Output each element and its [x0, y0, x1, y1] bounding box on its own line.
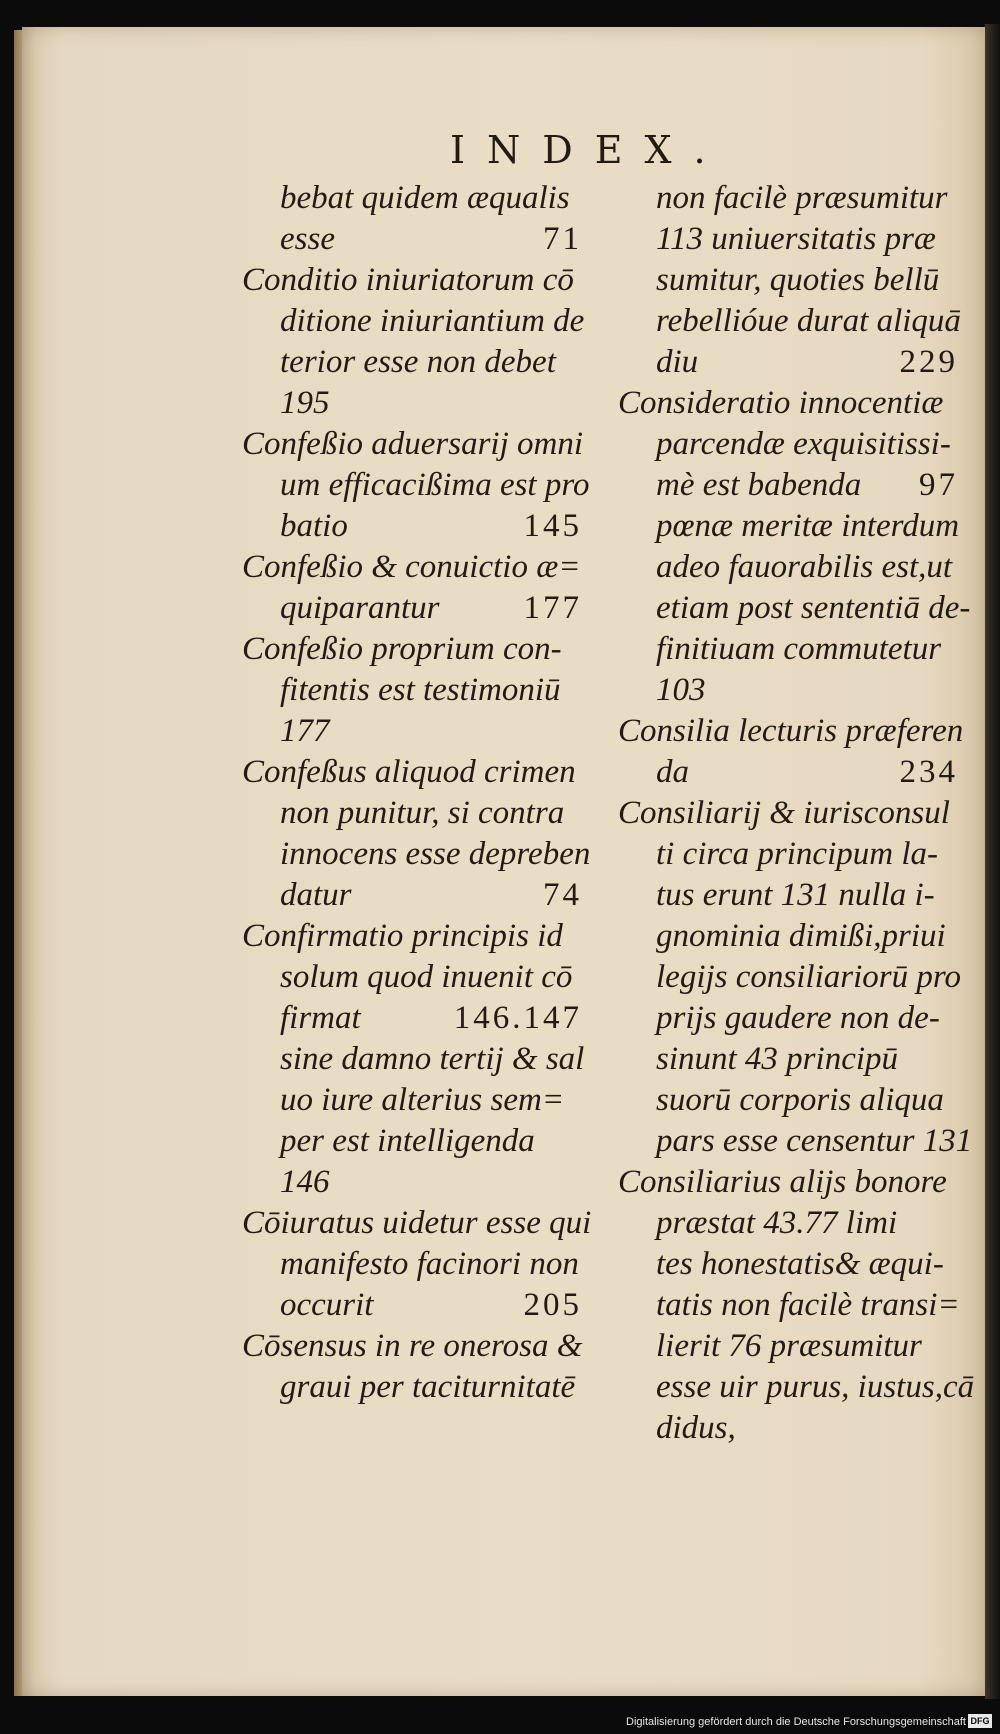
index-entry-text: quiparantur	[280, 590, 440, 626]
index-line	[242, 752, 582, 793]
index-line	[618, 178, 958, 219]
index-line	[242, 547, 582, 588]
index-line	[618, 1121, 973, 1162]
index-line	[242, 342, 582, 383]
index-line	[242, 301, 585, 342]
index-line	[242, 998, 582, 1039]
index-entry-text: Consilia lecturis præferen	[618, 713, 964, 749]
index-entry-text: firmat	[280, 1000, 361, 1036]
index-entry-text: 146	[280, 1164, 330, 1200]
index-entry-text: esse	[280, 221, 335, 257]
index-entry-text: adeo fauorabilis est,ut	[656, 549, 953, 585]
index-entry-text: pars esse censentur 131	[656, 1123, 973, 1159]
index-line	[618, 1162, 958, 1203]
index-entry-text: gnominia dimißi,priui	[656, 918, 946, 954]
dfg-logo: DFG	[968, 1714, 992, 1728]
index-line	[242, 1367, 582, 1408]
index-entry-text: per est intelligenda	[280, 1123, 535, 1159]
index-line	[618, 506, 958, 547]
index-line	[618, 1367, 975, 1408]
page-right-edge	[985, 24, 1000, 1699]
index-entry-text: Confeßus aliquod crimen	[242, 754, 576, 790]
index-line	[618, 1203, 958, 1244]
index-line	[618, 629, 958, 670]
index-line	[618, 1039, 958, 1080]
index-entry-text: graui per taciturnitatē	[280, 1369, 576, 1405]
page-reference: 146.147	[453, 1000, 582, 1036]
index-entry-text: innocens esse depreben	[280, 836, 591, 872]
index-entry-text: Consiliarij & iurisconsul	[618, 795, 950, 831]
index-entry-text: bebat quidem æqualis	[280, 180, 570, 216]
index-entry-text: Confeßio & conuictio æ=	[242, 549, 581, 585]
index-line	[242, 834, 591, 875]
index-entry-text: Confeßio aduersarij omni	[242, 426, 584, 462]
index-entry-text: ditione iniuriantium de	[280, 303, 585, 339]
index-entry-text: Cōiuratus uidetur esse qui	[242, 1205, 592, 1241]
index-line	[618, 465, 958, 506]
index-entry-text: tatis non facilè transi=	[656, 1287, 960, 1323]
index-line	[242, 1039, 585, 1080]
index-entry-text: parcendæ exquisitissi-	[656, 426, 951, 462]
index-entry-text: præstat 43.77 limi	[656, 1205, 898, 1241]
index-line	[618, 875, 958, 916]
page-reference: 71	[543, 221, 582, 257]
index-line	[242, 383, 582, 424]
index-entry-text: Consideratio innocentiæ	[618, 385, 944, 421]
index-entry-text: tes honestatis& æqui-	[656, 1246, 944, 1282]
index-entry-text: fitentis est testimoniū	[280, 672, 561, 708]
index-entry-text: Confeßio proprium con-	[242, 631, 562, 667]
index-entry-text: esse uir purus, iustus,cā	[656, 1369, 975, 1405]
index-entry-text: prijs gaudere non de-	[656, 1000, 940, 1036]
index-line	[242, 957, 582, 998]
index-line	[618, 219, 958, 260]
index-line	[242, 1326, 582, 1367]
index-line	[242, 506, 582, 547]
index-entry-text: didus,	[656, 1410, 736, 1446]
index-entry-text: legijs consiliariorū pro	[656, 959, 961, 995]
index-line	[618, 1326, 958, 1367]
footer-credit: Digitalisierung gefördert durch die Deutsche Forschungsgemeinschaft	[626, 1716, 966, 1728]
index-entry-text: sinunt 43 principū	[656, 1041, 899, 1077]
index-entry-text: mè est babenda	[656, 467, 862, 503]
index-entry-text: 195	[280, 385, 330, 421]
index-entry-text: diu	[656, 344, 699, 380]
index-line	[242, 1080, 582, 1121]
index-entry-text: sine damno tertij & sal	[280, 1041, 585, 1077]
index-line	[242, 916, 582, 957]
index-entry-text: non punitur, si contra	[280, 795, 565, 831]
index-entry-text: lierit 76 præsumitur	[656, 1328, 922, 1364]
index-entry-text: pœnæ meritæ interdum	[656, 508, 960, 544]
page-reference: 145	[523, 508, 582, 544]
index-line	[242, 588, 582, 629]
index-line	[618, 1080, 958, 1121]
index-line	[242, 178, 582, 219]
index-entry-text: Consiliarius alijs bonore	[618, 1164, 947, 1200]
index-line	[618, 1408, 958, 1449]
index-entry-text: manifesto facinori non	[280, 1246, 579, 1282]
page-reference: 205	[523, 1287, 582, 1323]
index-line	[242, 1285, 582, 1326]
index-line	[618, 916, 958, 957]
index-line	[618, 711, 964, 752]
index-entry-text: 103	[656, 672, 706, 708]
page-heading: INDEX.	[450, 128, 728, 172]
index-line	[618, 588, 971, 629]
index-line	[242, 711, 582, 752]
index-line	[242, 875, 582, 916]
index-line	[242, 1162, 582, 1203]
index-line	[242, 1203, 592, 1244]
index-entry-text: rebellióue durat aliquā	[656, 303, 961, 339]
page-reference: 97	[919, 467, 958, 503]
index-entry-text: 177	[280, 713, 330, 749]
index-entry-text: terior esse non debet	[280, 344, 556, 380]
index-entry-text: Conditio iniuriatorum cō	[242, 262, 574, 298]
index-entry-text: ti circa principum la-	[656, 836, 938, 872]
index-entry-text: sumitur, quoties bellū	[656, 262, 940, 298]
index-entry-text: occurit	[280, 1287, 374, 1323]
index-line	[242, 1244, 582, 1285]
index-entry-text: non facilè præsumitur	[656, 180, 948, 216]
index-line	[618, 834, 958, 875]
index-column-right	[618, 178, 975, 1449]
index-line	[242, 1121, 582, 1162]
index-line	[242, 424, 582, 465]
index-line	[618, 547, 958, 588]
index-entry-text: batio	[280, 508, 348, 544]
index-line	[242, 793, 582, 834]
index-line	[618, 342, 958, 383]
index-line	[618, 424, 958, 465]
index-entry-text: Cōsensus in re onerosa &	[242, 1328, 583, 1364]
index-line	[618, 260, 958, 301]
index-entry-text: finitiuam commutetur	[656, 631, 942, 667]
index-line	[618, 383, 958, 424]
page-reference: 229	[899, 344, 958, 380]
page-reference: 177	[523, 590, 582, 626]
index-line	[618, 1244, 958, 1285]
page-reference: 234	[899, 754, 958, 790]
index-line	[618, 752, 958, 793]
index-line	[242, 219, 582, 260]
index-line	[618, 670, 958, 711]
index-line	[242, 629, 582, 670]
index-line	[618, 301, 961, 342]
index-entry-text: datur	[280, 877, 352, 913]
index-line	[242, 670, 582, 711]
index-entry-text: solum quod inuenit cō	[280, 959, 573, 995]
index-entry-text: 113 uniuersitatis præ	[656, 221, 936, 257]
index-entry-text: uo iure alterius sem=	[280, 1082, 565, 1118]
index-entry-text: da	[656, 754, 689, 790]
index-line	[242, 465, 590, 506]
index-line	[242, 260, 582, 301]
index-line	[618, 957, 961, 998]
index-column-left	[242, 178, 592, 1408]
index-line	[618, 793, 958, 834]
index-entry-text: tus erunt 131 nulla i-	[656, 877, 935, 913]
index-entry-text: etiam post sententiā de-	[656, 590, 971, 626]
index-line	[618, 998, 958, 1039]
index-entry-text: um efficacißima est pro	[280, 467, 590, 503]
page-reference: 74	[543, 877, 582, 913]
index-entry-text: Confirmatio principis id	[242, 918, 563, 954]
index-line	[618, 1285, 958, 1326]
index-entry-text: suorū corporis aliqua	[656, 1082, 944, 1118]
